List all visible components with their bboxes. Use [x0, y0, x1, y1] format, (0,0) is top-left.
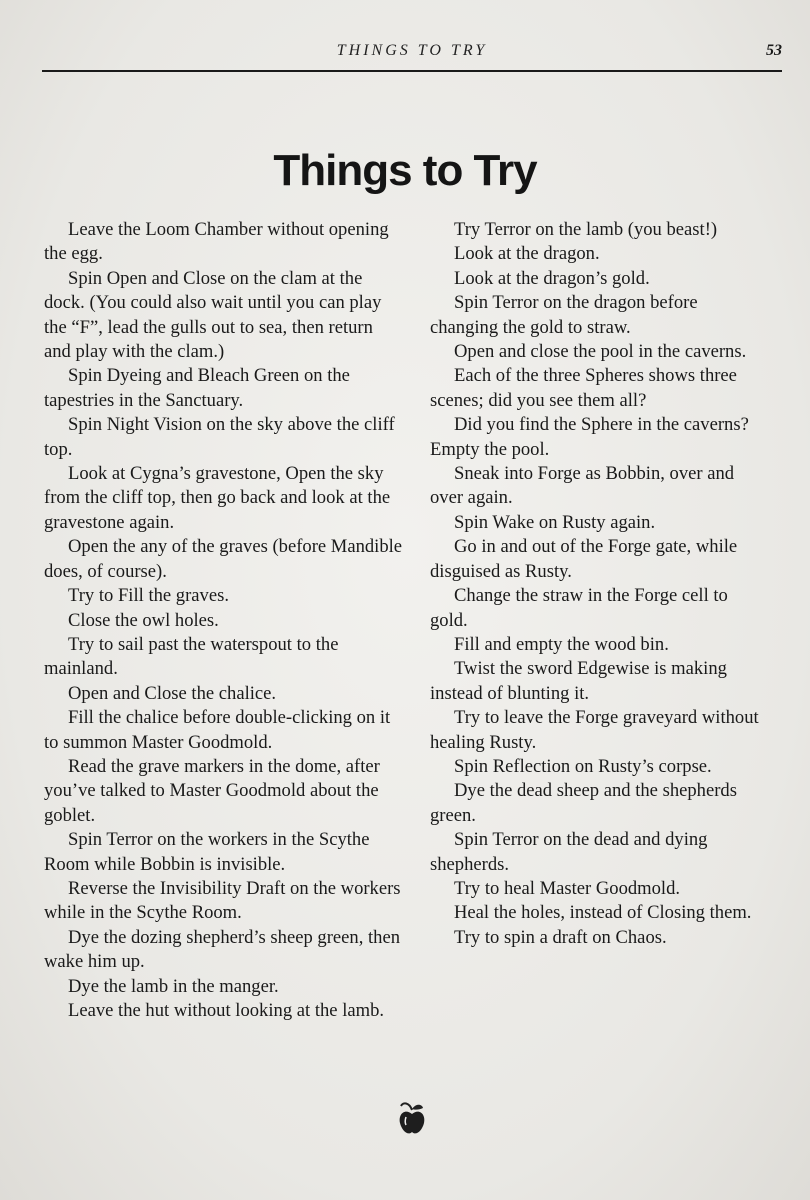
list-item: Open and close the pool in the caverns.: [454, 341, 747, 363]
list-item: Spin Wake on Rusty again.: [454, 511, 656, 533]
list-item: Dye the lamb in the manger.: [68, 975, 279, 997]
list-item: Try Terror on the lamb (you beast!): [454, 219, 718, 240]
list-item: Go in and out of the Forge gate, while disguised as Rusty.: [430, 536, 738, 582]
list-item: Change the straw in the Forge cell to gold.: [430, 585, 728, 631]
list-item: Try to sail past the waterspout to the mainland.: [44, 633, 339, 680]
list-item: Spin Reflection on Rusty’s corpse.: [454, 755, 712, 777]
list-item: Leave the Loom Chamber without opening the egg.: [44, 219, 389, 265]
list-item: Look at the dragon.: [454, 243, 600, 265]
list-item: Try to Fill the graves.: [68, 585, 229, 607]
list-item: Spin Terror on the workers in the Scythe Room while Bobbin is invisible.: [44, 829, 370, 875]
list-item: Dye the dozing shepherd’s sheep green, then wake him up.: [44, 926, 400, 973]
list-item: Leave the hut without looking at the lamb.: [68, 1000, 385, 1021]
list-item: Dye the dead sheep and the shepherds green.: [430, 780, 737, 826]
apple-icon: [397, 1098, 427, 1138]
list-item: Fill and empty the wood bin.: [454, 633, 669, 655]
list-item: Look at the dragon’s gold.: [454, 267, 650, 289]
running-head: THINGS TO TRY: [336, 42, 488, 59]
list-item: Reverse the Invisibility Draft on the workers while in the Scythe Room.: [44, 877, 401, 924]
list-item: Twist the sword Edgewise is making instead of blunting it.: [430, 658, 727, 704]
page-title: Things to Try: [273, 146, 537, 195]
list-item: Read the grave markers in the dome, after you’ve talked to Master Goodmold about the goblet.: [44, 755, 380, 826]
left-column: [44, 218, 404, 1023]
list-item: Spin Night Vision on the sky above the cliff top.: [44, 414, 395, 460]
list-item: Did you find the Sphere in the caverns? Empty the pool.: [430, 414, 749, 460]
list-item: Sneak into Forge as Bobbin, over and over again.: [430, 463, 735, 509]
list-item: Fill the chalice before double-clicking on it to summon Master Goodmold.: [44, 707, 391, 753]
list-item: Look at Cygna’s gravestone, Open the sky from the cliff top, then go back and look at the gravestone again.: [44, 463, 391, 533]
page-header: [42, 40, 782, 72]
list-item: Spin Terror on the dead and dying shepherds.: [430, 829, 708, 875]
right-column: [430, 218, 766, 950]
page-number: 53: [766, 42, 782, 59]
list-item: Try to leave the Forge graveyard without healing Rusty.: [430, 707, 759, 753]
list-item: Try to heal Master Goodmold.: [454, 877, 681, 899]
list-item: Try to spin a draft on Chaos.: [454, 926, 667, 948]
list-item: Close the owl holes.: [68, 609, 219, 631]
list-item: Spin Open and Close on the clam at the dock. (You could also wait until you can play the “F”, lead the gulls out to sea, then return and play with the clam.): [44, 267, 382, 363]
list-item: Spin Dyeing and Bleach Green on the tapestries in the Sanctuary.: [44, 365, 350, 411]
list-item: Spin Terror on the dragon before changing the gold to straw.: [430, 292, 698, 338]
list-item: Open the any of the graves (before Mandible does, of course).: [44, 536, 403, 582]
list-item: Open and Close the chalice.: [68, 682, 277, 704]
list-item: Heal the holes, instead of Closing them.: [454, 902, 752, 924]
list-item: Each of the three Spheres shows three scenes; did you see them all?: [430, 365, 737, 411]
